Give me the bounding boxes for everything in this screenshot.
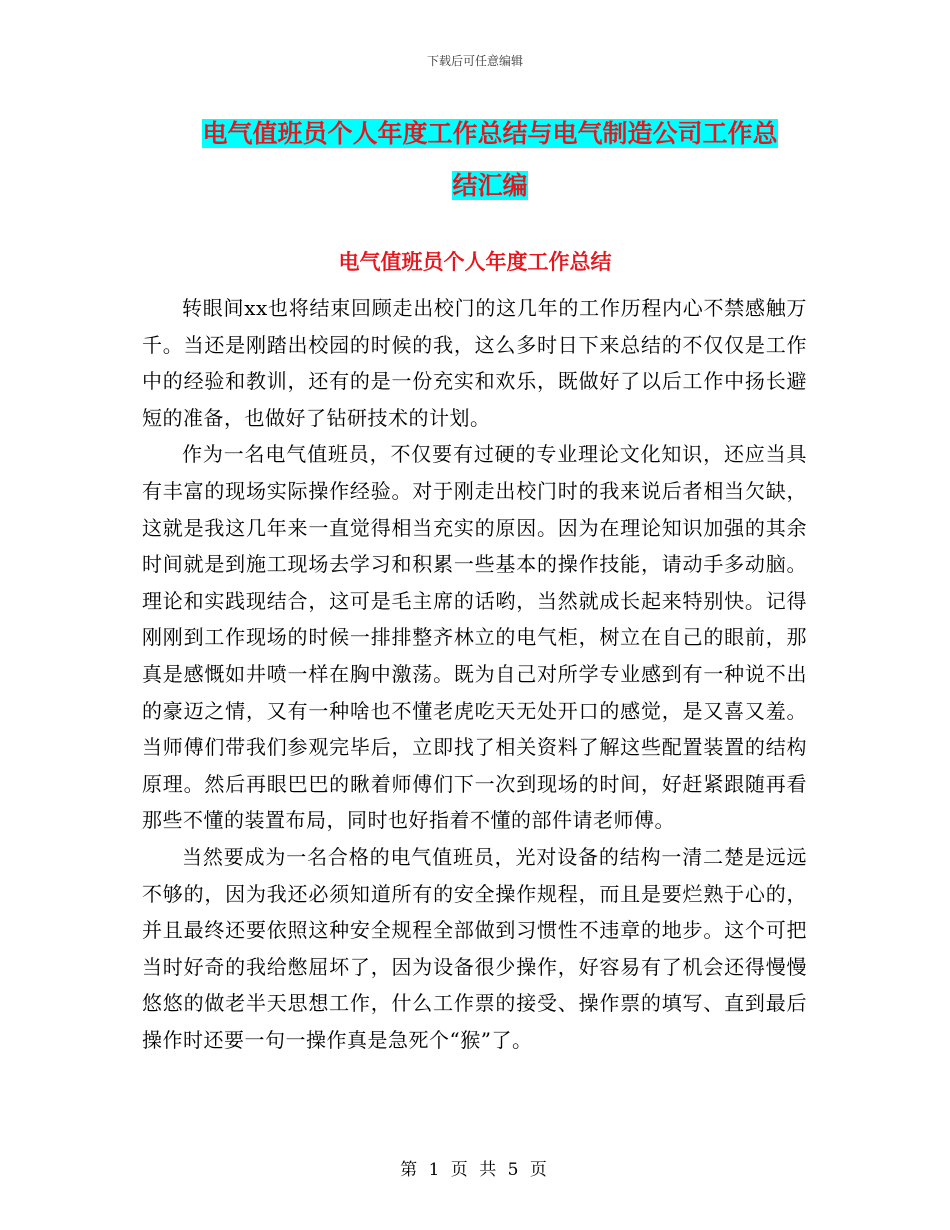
document-title (140, 108, 840, 212)
document-title-line1: 电气值班员个人年度工作总结与电气制造公司工作总 (202, 119, 778, 148)
header-note: 下载后可任意编辑 (426, 54, 523, 68)
paragraph: 转眼间xx也将结束回顾走出校门的这几年的工作历程内心不禁感触万千。当还是刚踏出校园的时候的我，这么多时日下来总结的不仅仅是工作中的经验和教训，还有的是一份充实和欢乐，既做好了以后工作中扬长避短的准备，也做好了钻研技术的计划。 (142, 296, 807, 430)
paragraph: 当然要成为一名合格的电气值班员，光对设备的结构一清二楚是远远不够的，因为我还必须知道所有的安全操作规程，而且是要烂熟于心的，并且最终还要依照这种安全规程全部做到习惯性不违章的地步。这个可把当时好奇的我给憋屈坏了，因为设备很少操作，好容易有了机会还得慢慢悠悠的做老半天思想工作，什么工作票的接受、操作票的填写、直到最后操作时还要一句一操作真是急死个“猴”了。 (142, 844, 807, 1052)
section-title: 电气值班员个人年度工作总结 (338, 250, 612, 274)
paragraph: 作为一名电气值班员，不仅要有过硬的专业理论文化知识，还应当具有丰富的现场实际操作经验。对于刚走出校门时的我来说后者相当欠缺，这就是我这几年来一直觉得相当充实的原因。因为在理论知识加强的其余时间就是到施工现场去学习和积累一些基本的操作技能，请动手多动脑。理论和实践现结合，这可是毛主席的话哟，当然就成长起来特别快。记得刚刚到工作现场的时候一排排整齐林立的电气柜，树立在自己的眼前，那真是感慨如井喷一样在胸中激荡。既为自己对所学专业感到有一种说不出的豪迈之情，又有一种啥也不懂老虎吃天无处开口的感觉，是又喜又羞。当师傅们带我们参观完毕后，立即找了相关资料了解这些配置装置的结构原理。然后再眼巴巴的瞅着师傅们下一次到现场的时间，好赶紧跟随再看那些不懂的装置布局，同时也好指着不懂的部件请老师傅。 (142, 442, 807, 833)
document-title-line2: 结汇编 (452, 171, 528, 200)
body-text (142, 290, 807, 1058)
page-number: 第 1 页 共 5 页 (400, 1160, 550, 1180)
